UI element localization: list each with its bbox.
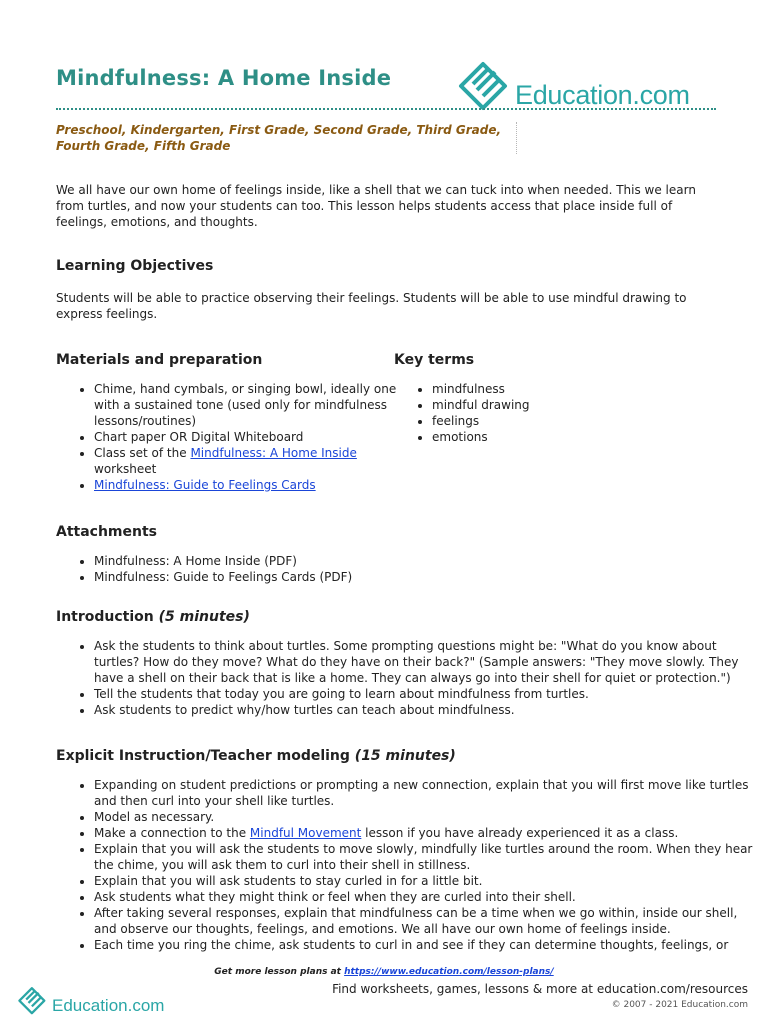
explicit-heading: Explicit Instruction/Teacher modeling (15 minutes) (56, 748, 456, 764)
list-item: • Explain that you will ask the students to move slowly, mindfully like turtles around the room. When they hear the chime, you will ask them to curl into their shell in stillness. (94, 841, 754, 873)
list-item: • mindful drawing (432, 397, 732, 413)
page-title: Mindfulness: A Home Inside (56, 66, 392, 90)
list-item: • Chime, hand cymbals, or singing bowl, ideally one with a sustained tone (used only for mindfulness lessons/routines) (94, 381, 419, 429)
list-item: • Make a connection to the Mindful Movement lesson if you have already experienced it as a class. (94, 825, 754, 841)
footer-resources-text: Find worksheets, games, lessons & more at education.com/resources (332, 982, 748, 996)
education-logo-icon (455, 54, 515, 112)
list-item: • Model as necessary. (94, 809, 754, 825)
feelings-cards-link[interactable]: Mindfulness: Guide to Feelings Cards (94, 478, 316, 492)
list-item: • feelings (432, 413, 732, 429)
list-item: • Explain that you will ask students to stay curled in for a little bit. (94, 873, 754, 889)
grade-levels-line-1: Preschool, Kindergarten, First Grade, Second Grade, Third Grade, (56, 123, 502, 137)
footer-brand-name: Education.com (52, 996, 165, 1015)
brand-name: Education.com (515, 80, 690, 110)
footer-logo[interactable] (16, 982, 176, 1018)
list-item: • Ask students what they might think or feel when they are curled into their shell. (94, 889, 754, 905)
worksheet-link[interactable]: Mindfulness: A Home Inside (190, 446, 357, 460)
list-item: • Expanding on student predictions or prompting a new connection, explain that you will first move like turtles and then curl into your shell like turtles. (94, 777, 754, 809)
explicit-list (56, 777, 754, 953)
brand-logo[interactable] (455, 54, 715, 114)
list-item: • Class set of the Mindfulness: A Home Inside worksheet (94, 445, 419, 477)
attachments-list (56, 553, 754, 585)
grade-divider (516, 122, 517, 154)
list-item: • mindfulness (432, 381, 732, 397)
key-terms-list (394, 381, 732, 445)
introduction-duration: (5 minutes) (158, 609, 250, 625)
list-item: • Each time you ring the chime, ask students to curl in and see if they can determine thoughts, feelings, or (94, 937, 754, 953)
mindful-movement-link[interactable]: Mindful Movement (249, 826, 362, 840)
materials-list (56, 381, 419, 493)
grade-levels-line-2: Fourth Grade, Fifth Grade (56, 139, 231, 153)
education-logo-icon (16, 982, 50, 1016)
introduction-heading: Introduction (5 minutes) (56, 609, 250, 625)
list-item (94, 477, 419, 493)
list-item: • After taking several responses, explain that mindfulness can be a time when we go within, inside our shell, and observe our thoughts, feelings, and emotions. We all have our own home of feelings inside. (94, 905, 754, 937)
title-divider (56, 108, 716, 110)
grade-levels (56, 122, 506, 154)
objectives-text: Students will be able to practice observing their feelings. Students will be able to use mindful drawing to express feelings. (56, 291, 687, 321)
objectives-heading: Learning Objectives (56, 258, 214, 274)
list-item: • Ask students to predict why/how turtles can teach about mindfulness. (94, 702, 754, 718)
introduction-list (56, 638, 754, 718)
materials-heading: Materials and preparation (56, 352, 263, 368)
key-terms-heading: Key terms (394, 352, 475, 368)
explicit-duration: (15 minutes) (354, 748, 456, 764)
lesson-plans-link[interactable]: https://www.education.com/lesson-plans/ (344, 967, 554, 977)
list-item: • Ask the students to think about turtles. Some prompting questions might be: "What do you know about turtles? How do they move? What do they have on their back?" (Sample answers: "They move slowly. They have a shell on their back that is like a home. They can always go into their shell for quiet or protection.") (94, 638, 754, 686)
lesson-description: We all have our own home of feelings inside, like a shell that we can tuck into when needed. This we learn from turtles, and now your students can too. This lesson helps students access that place inside full of feelings, emotions, and thoughts. (56, 183, 696, 229)
attachments-heading: Attachments (56, 524, 158, 540)
list-item: • Tell the students that today you are going to learn about mindfulness from turtles. (94, 686, 754, 702)
list-item: • Chart paper OR Digital Whiteboard (94, 429, 419, 445)
footer-cta: Get more lesson plans at https://www.education.com/lesson-plans/ (214, 967, 554, 977)
list-item: • Mindfulness: Guide to Feelings Cards (PDF) (94, 569, 754, 585)
list-item: • emotions (432, 429, 732, 445)
list-item: • Mindfulness: A Home Inside (PDF) (94, 553, 754, 569)
footer-copyright: © 2007 - 2021 Education.com (611, 1000, 748, 1010)
